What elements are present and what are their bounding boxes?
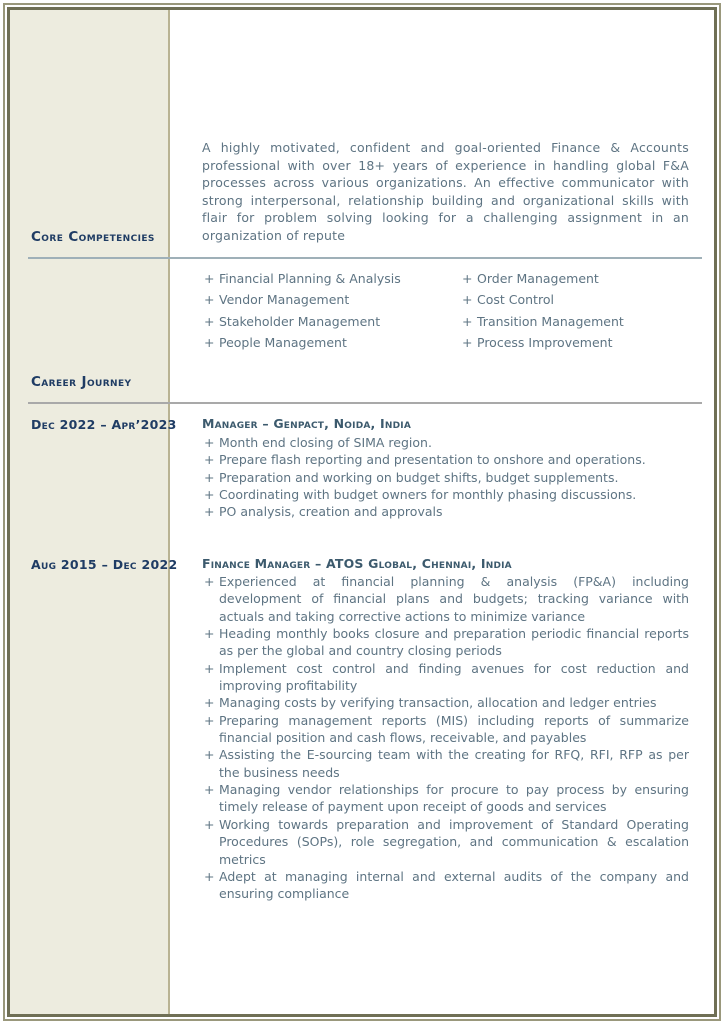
job-bullet — [202, 434, 689, 451]
job-bullet — [202, 816, 689, 868]
plus-bullet-icon: + — [204, 469, 215, 485]
job-bullet-text: Prepare flash reporting and presentation to onshore and operations. — [219, 452, 646, 468]
competency-item — [460, 311, 692, 332]
plus-bullet-icon: + — [462, 271, 473, 286]
job-bullet — [202, 694, 689, 711]
job-bullet-text: Managing vendor relationships for procure to pay process by ensuring timely release of payment upon receipt of goods and services — [219, 782, 689, 815]
job-bullet-text: PO analysis, creation and approvals — [219, 504, 443, 520]
plus-bullet-icon: + — [204, 271, 215, 286]
job-bullet-text: Preparing management reports (MIS) including reports of summarize financial position and cash flows, receivable, and payables — [219, 712, 689, 746]
job-bullet — [202, 868, 689, 903]
plus-bullet-icon: + — [462, 292, 473, 308]
job-dates-atos: Aug 2015 – Dec 2022 — [31, 557, 178, 572]
job-bullet-text: Working towards preparation and improvement of Standard Operating Procedures (SOPs), role segregation, and communication & escalation metrics — [219, 816, 689, 867]
competency-label: Process Improvement — [477, 335, 613, 351]
job-bullet — [202, 469, 689, 486]
job-bullet-text: Experienced at financial planning & analysis (FP&A) including development of financial plans and budgets; tracking variance with actuals and taking corrective actions to minimize variance — [219, 574, 689, 624]
plus-bullet-icon: + — [462, 313, 473, 329]
job-bullet-text: Heading monthly books closure and preparation periodic financial reports as per the global and country closing periods — [219, 626, 689, 659]
plus-bullet-icon: + — [204, 712, 215, 728]
competency-label: Stakeholder Management — [219, 313, 381, 329]
left-sidebar — [10, 10, 170, 1014]
plus-bullet-icon: + — [204, 695, 215, 711]
competency-label: Vendor Management — [219, 292, 350, 308]
competencies-list — [202, 268, 692, 354]
plus-bullet-icon: + — [204, 626, 215, 642]
job-bullet — [202, 451, 689, 468]
plus-bullet-icon: + — [462, 335, 473, 351]
plus-bullet-icon: + — [204, 782, 215, 798]
plus-bullet-icon: + — [204, 660, 215, 676]
plus-bullet-icon: + — [204, 487, 215, 503]
job-bullet-text: Assisting the E-sourcing team with the creating for RFQ, RFI, RFP as per the business needs — [219, 747, 689, 780]
competency-item — [202, 289, 460, 310]
competency-label: Transition Management — [477, 313, 624, 329]
competencies-column-1 — [202, 268, 460, 354]
core-competencies-heading: Core Competencies — [31, 229, 155, 245]
competency-label: Cost Control — [477, 292, 554, 308]
job-bullet — [202, 746, 689, 781]
job-bullets-atos — [202, 573, 689, 903]
job-bullet-text: Adept at managing internal and external audits of the company and ensuring compliance — [219, 868, 689, 902]
career-journey-heading: Career Journey — [31, 374, 132, 390]
plus-bullet-icon: + — [204, 816, 215, 832]
plus-bullet-icon: + — [204, 868, 215, 884]
plus-bullet-icon: + — [204, 292, 215, 308]
job-bullets-genpact — [202, 434, 689, 521]
competency-item — [460, 332, 692, 353]
job-bullet-text: Month end closing of SIMA region. — [219, 435, 432, 450]
plus-bullet-icon: + — [204, 504, 215, 520]
plus-bullet-icon: + — [204, 747, 215, 763]
job-bullet — [202, 503, 689, 520]
plus-bullet-icon: + — [204, 452, 215, 468]
competency-item — [202, 332, 460, 353]
plus-bullet-icon: + — [204, 435, 215, 450]
divider-under-core-competencies — [28, 257, 702, 259]
job-title-atos: Finance Manager – ATOS Global, Chennai, India — [202, 556, 512, 571]
job-bullet — [202, 625, 689, 660]
competency-label: Financial Planning & Analysis — [219, 271, 401, 286]
job-bullet — [202, 486, 689, 503]
profile-summary: A highly motivated, confident and goal-oriented Finance & Accounts professional with over 18+ years of experience in handling global F&A processes across various organizations. An effective communicator with strong interpersonal, relationship building and organizational skills with flair for problem solving looking for a challenging assignment in an organization of repute — [202, 140, 689, 243]
job-title-genpact: Manager – Genpact, Noida, India — [202, 416, 412, 431]
competency-item — [460, 289, 692, 310]
competencies-column-2 — [460, 268, 692, 354]
job-bullet — [202, 573, 689, 625]
job-bullet — [202, 712, 689, 747]
job-bullet-text: Preparation and working on budget shifts, budget supplements. — [219, 469, 619, 485]
job-dates-genpact: Dec 2022 – Apr’2023 — [31, 417, 177, 432]
divider-under-career-journey — [28, 402, 702, 404]
competency-item — [202, 268, 460, 289]
competency-item — [460, 268, 692, 289]
plus-bullet-icon: + — [204, 574, 215, 589]
job-bullet-text: Implement cost control and finding avenues for cost reduction and improving profitability — [219, 660, 689, 694]
competency-label: Order Management — [477, 271, 599, 286]
job-bullet-text: Managing costs by verifying transaction, allocation and ledger entries — [219, 695, 657, 711]
competency-label: People Management — [219, 335, 347, 351]
job-bullet — [202, 660, 689, 695]
competency-item — [202, 311, 460, 332]
job-bullet-text: Coordinating with budget owners for monthly phasing discussions. — [219, 487, 637, 503]
plus-bullet-icon: + — [204, 335, 215, 351]
job-bullet — [202, 781, 689, 816]
plus-bullet-icon: + — [204, 313, 215, 329]
